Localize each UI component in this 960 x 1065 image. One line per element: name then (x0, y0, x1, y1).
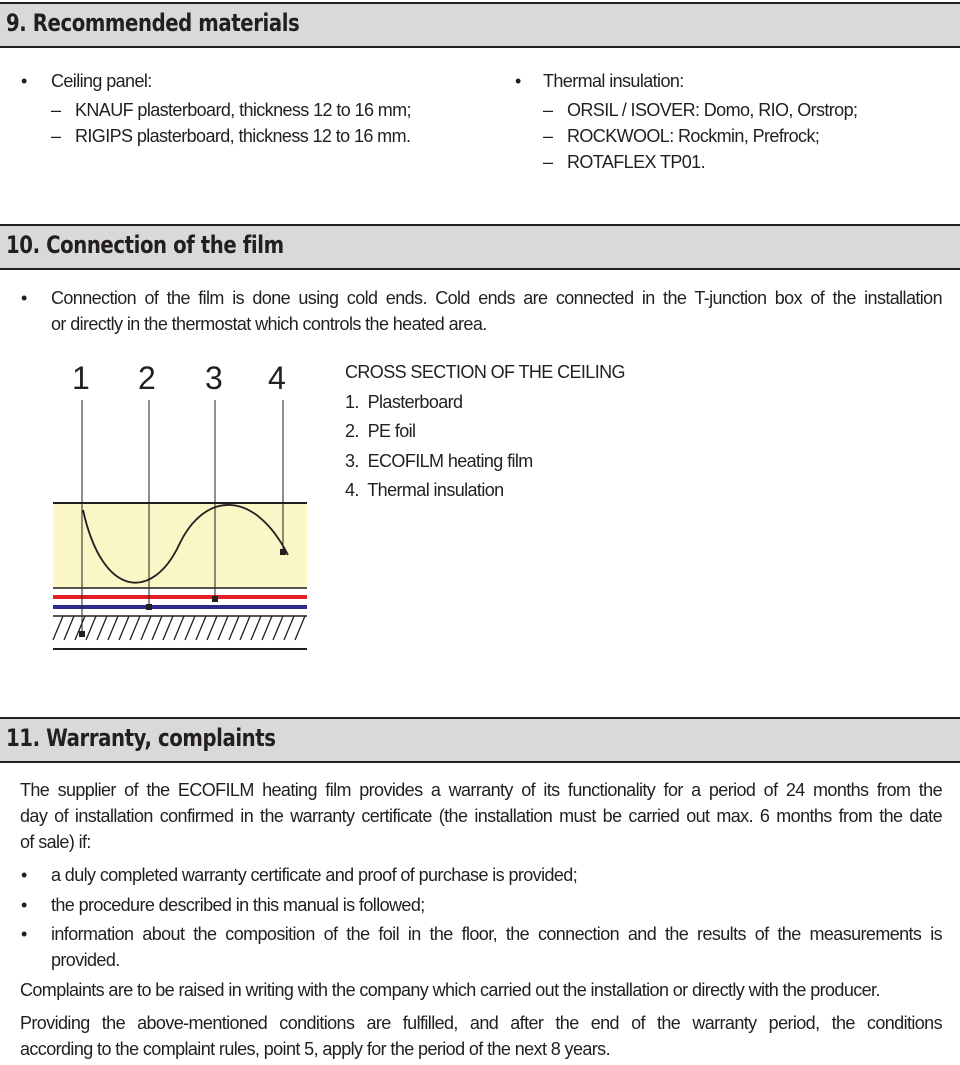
final-paragraph-line: Providing the above-mentioned conditions are fulfilled, and after the end of the warranty period, the conditions (20, 1013, 942, 1033)
bullet-icon: • (21, 288, 28, 308)
section-10-title: 10. Connection of the film (6, 231, 284, 259)
section-9-header (0, 2, 960, 48)
ceiling-panel-item: RIGIPS plasterboard, thickness 12 to 16 mm. (75, 126, 411, 146)
warranty-condition-item: the procedure described in this manual is followed; (51, 895, 425, 915)
bullet-icon: • (21, 865, 28, 885)
thermal-insulation-heading: Thermal insulation: (543, 71, 684, 91)
warranty-intro-line: day of installation confirmed in the warranty certificate (the installation must be carried out max. 6 months from the date (20, 806, 942, 826)
dash-icon: – (543, 100, 554, 120)
dash-icon: – (543, 126, 554, 146)
leader-marker-4 (280, 549, 286, 555)
ceiling-cross-section-diagram (48, 400, 313, 660)
diagram-legend-item: 4. Thermal insulation (345, 480, 504, 500)
diagram-number-4: 4 (268, 360, 286, 396)
warranty-condition-item: a duly completed warranty certificate and proof of purchase is provided; (51, 865, 578, 885)
thermal-insulation-item: ROTAFLEX TP01. (567, 152, 705, 172)
bullet-icon: • (21, 71, 28, 91)
section-11-header (0, 717, 960, 763)
connection-paragraph-line: or directly in the thermostat which controls the heated area. (51, 314, 487, 334)
bullet-icon: • (515, 71, 522, 91)
dash-icon: – (543, 152, 554, 172)
thermal-insulation-item: ORSIL / ISOVER: Domo, RIO, Orstrop; (567, 100, 858, 120)
section-11-title: 11. Warranty, complaints (6, 724, 276, 752)
thermal-insulation-layer (53, 503, 307, 588)
warranty-condition-item: information about the composition of the foil in the floor, the connection and the results of the measurements is (51, 924, 942, 944)
diagram-legend-item: 1. Plasterboard (345, 392, 463, 412)
ceiling-panel-heading: Ceiling panel: (51, 71, 152, 91)
section-10-header (0, 224, 960, 270)
diagram-legend-item: 2. PE foil (345, 421, 416, 441)
leader-marker-2 (146, 604, 152, 610)
connection-paragraph-line: Connection of the film is done using cold ends. Cold ends are connected in the T-junction box of the installation (51, 288, 942, 308)
dash-icon: – (51, 100, 62, 120)
diagram-number-1: 1 (72, 360, 90, 396)
diagram-number-2: 2 (138, 360, 156, 396)
diagram-legend-title: CROSS SECTION OF THE CEILING (345, 362, 625, 382)
thermal-insulation-item: ROCKWOOL: Rockmin, Prefrock; (567, 126, 820, 146)
section-9-title: 9. Recommended materials (6, 9, 300, 37)
leader-marker-3 (212, 596, 218, 602)
warranty-intro-line: The supplier of the ECOFILM heating film provides a warranty of its functionality for a period of 24 months from the (20, 780, 942, 800)
warranty-condition-item-continued: provided. (51, 950, 120, 970)
ceiling-panel-item: KNAUF plasterboard, thickness 12 to 16 mm; (75, 100, 411, 120)
complaints-paragraph: Complaints are to be raised in writing with the company which carried out the installation or directly with the producer. (20, 980, 880, 1000)
dash-icon: – (51, 126, 62, 146)
plasterboard-hatching (53, 616, 305, 640)
warranty-intro-line: of sale) if: (20, 832, 91, 852)
diagram-number-3: 3 (205, 360, 223, 396)
bullet-icon: • (21, 895, 28, 915)
diagram-legend-item: 3. ECOFILM heating film (345, 451, 533, 471)
bullet-icon: • (21, 924, 28, 944)
leader-marker-1 (79, 631, 85, 637)
final-paragraph-line: according to the complaint rules, point 5, apply for the period of the next 8 years. (20, 1039, 610, 1059)
